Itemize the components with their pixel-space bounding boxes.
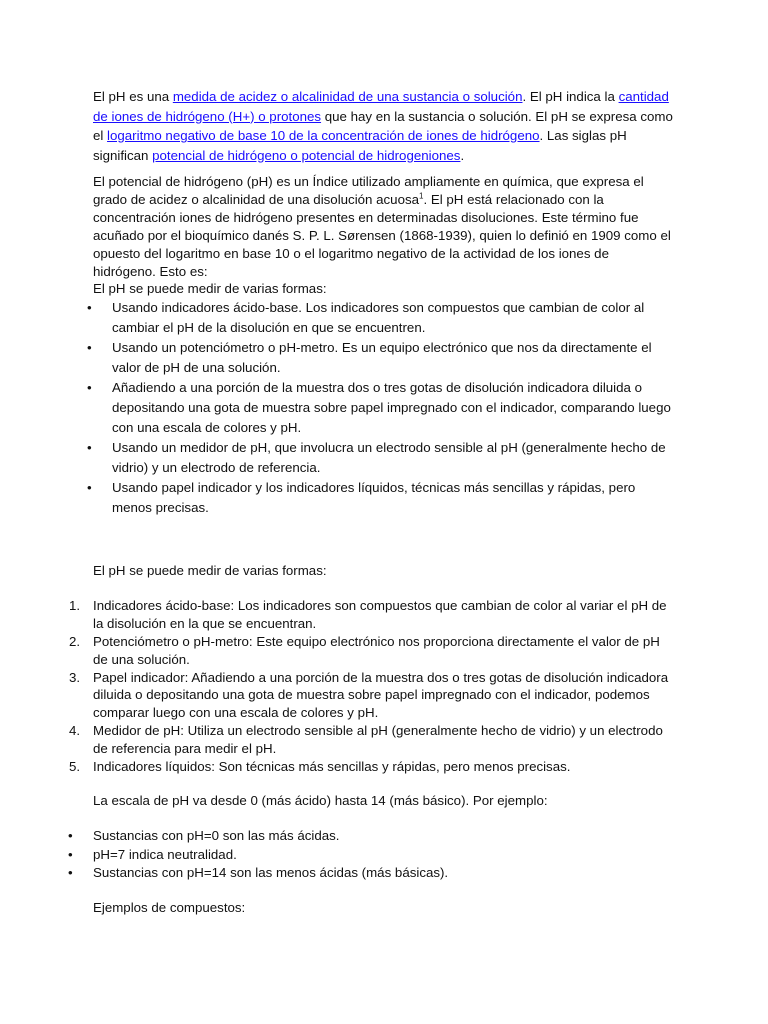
numbered-item-text: Indicadores líquidos: Son técnicas más sencillas y rápidas, pero menos precisas.	[93, 758, 571, 774]
definition-paragraph	[93, 173, 675, 280]
bullet-icon: •	[87, 440, 92, 456]
numbered-item-text: Medidor de pH: Utiliza un electrodo sensible al pH (generalmente hecho de vidrio) y un electrodo de referencia para medir el pH.	[93, 723, 663, 756]
numbered-item-text: Papel indicador: Añadiendo a una porción de la muestra dos o tres gotas de disolución indicadora diluida o depositando una gota de muestra sobre papel impregnado con el indicador, podemos comparar luego con una escala de colores y pH.	[93, 669, 669, 721]
list-item	[87, 298, 675, 338]
spacer	[93, 882, 675, 899]
definition-text-a: El potencial de hidrógeno (pH) es un Índice utilizado ampliamente en química, que expresa el grado de acidez o alcalinidad de una disolución acuosa	[93, 174, 644, 207]
item-number: 2.	[69, 634, 81, 650]
examples-heading: Ejemplos de compuestos:	[93, 900, 246, 916]
intro-paragraph	[93, 87, 675, 165]
item-number: 3.	[69, 669, 81, 685]
methods-bullet-list	[87, 298, 675, 518]
intro-text-3: que hay en la sustancia o solución. El pH se expresa como el	[93, 108, 673, 143]
bullet-icon: •	[68, 846, 73, 862]
numbered-item	[69, 669, 675, 722]
second-methods-intro: El pH se puede medir de varias formas:	[93, 563, 327, 579]
list-item-text: Usando papel indicador y los indicadores líquidos, técnicas más sencillas y rápidas, pero menos precisas.	[112, 480, 636, 516]
list-item-text: pH=7 indica neutralidad.	[93, 846, 237, 862]
list-item-text: Añadiendo a una porción de la muestra dos o tres gotas de disolución indicadora diluida o depositando una gota de muestra sobre papel impregnado con el indicador, comparando luego con una escala de colores y pH.	[112, 380, 671, 436]
spacer	[93, 810, 675, 827]
intro-text-2: . El pH indica la	[522, 89, 619, 104]
list-item	[87, 438, 675, 478]
list-item-text: Usando un medidor de pH, que involucra un electrodo sensible al pH (generalmente hecho de vidrio) y un electrodo de referencia.	[112, 440, 666, 476]
bullet-icon: •	[87, 340, 92, 356]
intro-text-1: El pH es una	[93, 89, 173, 104]
definition-text-b: . El pH está relacionado con la concentración iones de hidrógeno presentes en determinadas disoluciones. Este término fue acuñado por el bioquímico danés S. P. L. Sørensen (1868-1939), quien lo definió en 1909 como el opuesto del logaritmo en base 10 o el logaritmo negativo de la actividad de los iones de hidrógeno. Esto es:	[93, 191, 671, 279]
list-item	[68, 846, 675, 864]
item-number: 1.	[69, 598, 81, 614]
methods-intro: El pH se puede medir de varias formas:	[93, 281, 327, 297]
list-item-text: Sustancias con pH=0 son las más ácidas.	[93, 828, 340, 844]
numbered-item	[69, 722, 675, 758]
scale-intro: La escala de pH va desde 0 (más ácido) hasta 14 (más básico). Por ejemplo:	[93, 793, 548, 809]
methods-numbered-list	[69, 597, 675, 775]
item-number: 4.	[69, 723, 81, 739]
bullet-icon: •	[68, 828, 73, 844]
numbered-item	[69, 597, 675, 633]
bullet-icon: •	[68, 865, 73, 880]
bullet-icon: •	[87, 380, 92, 396]
link-cantidad-iones[interactable]: cantidad de iones de hidrógeno (H+) o protones	[93, 89, 669, 124]
scale-examples-list	[68, 827, 675, 882]
bullet-icon: •	[87, 480, 92, 496]
list-item	[68, 827, 675, 845]
list-item	[87, 338, 675, 378]
spacer	[93, 580, 675, 597]
numbered-item-text: Indicadores ácido-base: Los indicadores son compuestos que cambian de color al variar el pH de la disolución en la que se encuentran.	[93, 598, 667, 632]
list-item	[87, 378, 675, 438]
document-page	[68, 87, 675, 917]
list-item	[87, 478, 675, 518]
numbered-item	[69, 758, 675, 776]
numbered-item-text: Potenciómetro o pH-metro: Este equipo electrónico nos proporciona directamente el valor de pH de una solución.	[93, 634, 660, 667]
footnote-marker: 1	[419, 191, 424, 201]
link-potencial-hidrogeno[interactable]: potencial de hidrógeno o potencial de hidrogeniones	[152, 147, 461, 163]
bullet-icon: •	[87, 300, 92, 316]
list-item-text: Usando indicadores ácido-base. Los indicadores son compuestos que cambian de color al cambiar el pH de la disolución en que se encuentren.	[112, 300, 645, 336]
numbered-item	[69, 633, 675, 669]
list-item-text: Usando un potenciómetro o pH-metro. Es un equipo electrónico que nos da directamente el valor de pH de una solución.	[112, 340, 652, 376]
list-item	[68, 864, 675, 882]
intro-text-5: .	[460, 147, 465, 163]
list-item-text: Sustancias con pH=14 son las menos ácidas (más básicas).	[93, 865, 449, 880]
item-number: 5.	[69, 758, 81, 774]
spacer	[93, 775, 675, 792]
intro-text-4: . Las siglas pH significan	[93, 128, 627, 163]
spacer	[93, 518, 675, 562]
link-logaritmo-negativo[interactable]: logaritmo negativo de base 10 de la concentración de iones de hidrógeno	[107, 128, 540, 143]
link-medida-acidez[interactable]: medida de acidez o alcalinidad de una sustancia o solución	[172, 89, 523, 104]
